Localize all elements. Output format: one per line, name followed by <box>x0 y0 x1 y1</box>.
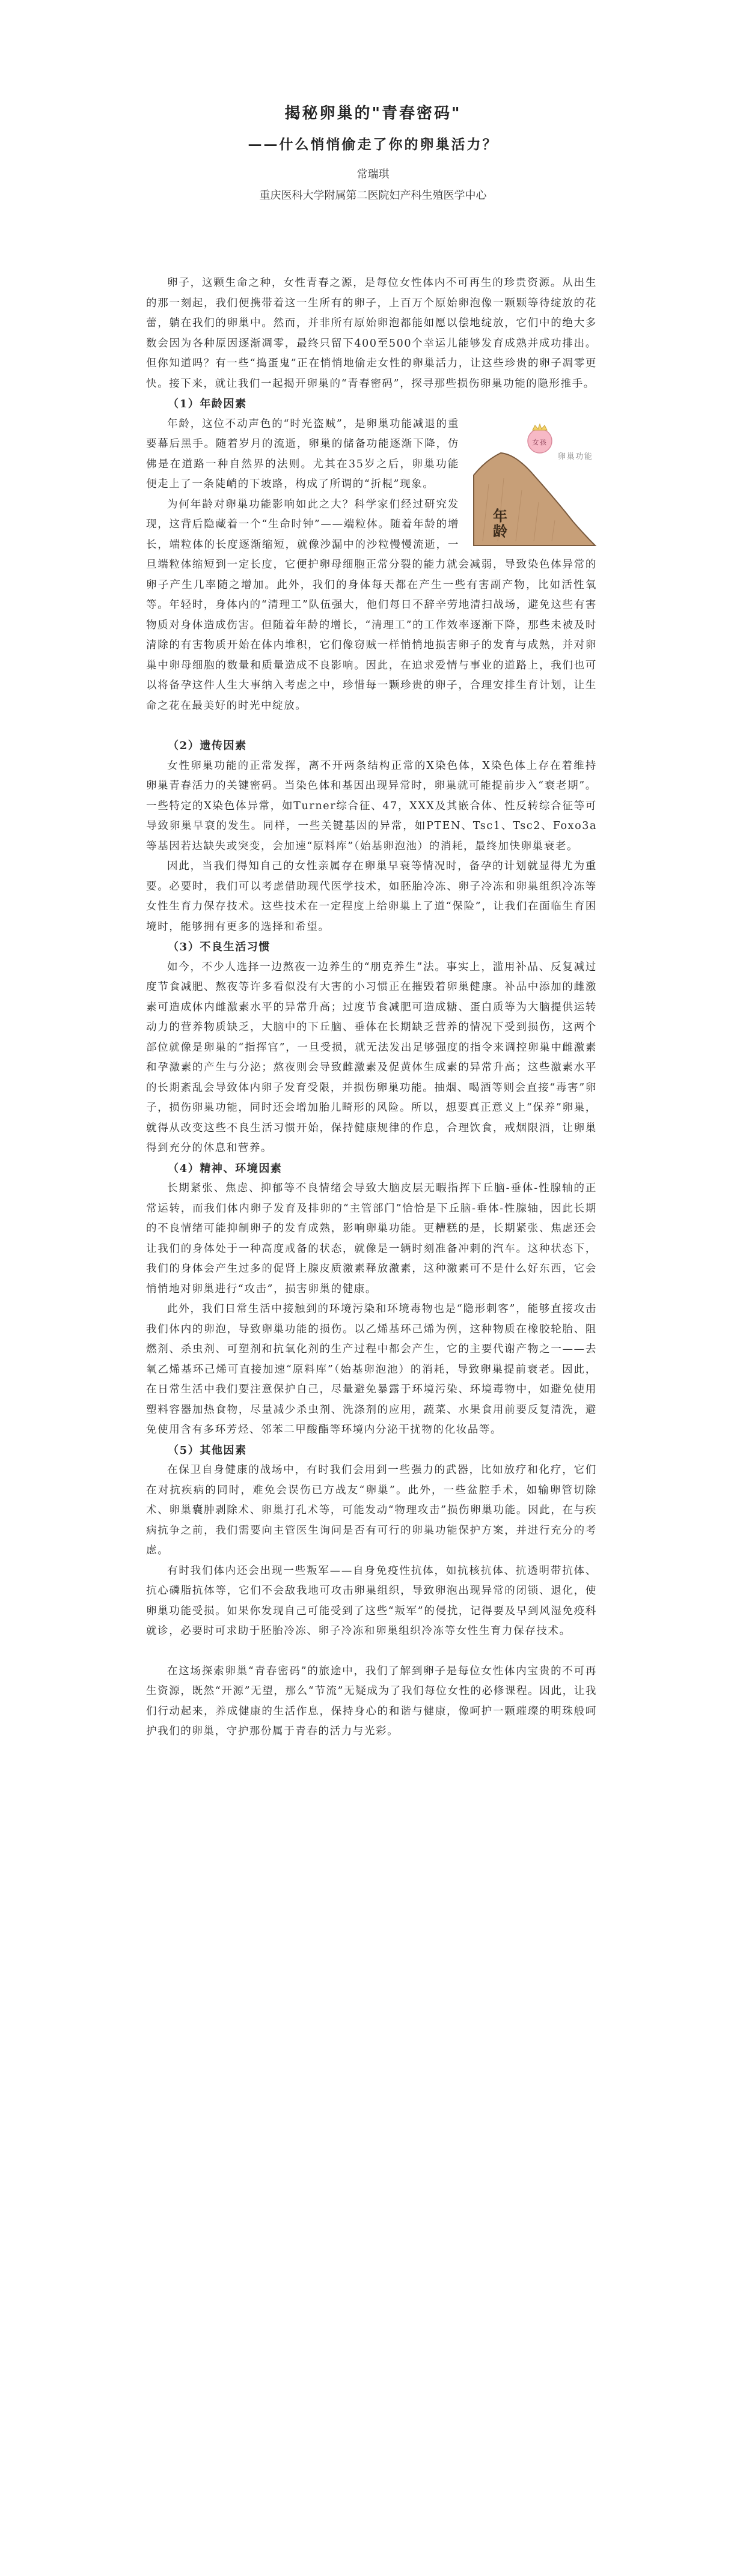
intro-paragraph: 卵子，这颗生命之种，女性青春之源，是每位女性体内不可再生的珍贵资源。从出生的那一刻起，我们便携带着这一生所有的卵子，上百万个原始卵泡像一颗颗等待绽放的花蕾，躺在我们的卵巢中。然而，并非所有原始卵泡都能如愿以偿地绽放，它们中的绝大多数会因为各种原因逐渐凋零，最终只留下400至500个幸运儿能够发育成熟并成功排出。但你知道吗？有一些“捣蛋鬼”正在悄悄地偷走女性的卵巢活力，让这些珍贵的卵子凋零更快。接下来，就让我们一起揭开卵巢的“青春密码”，探寻那些损伤卵巢功能的隐形推手。 <box>146 277 597 390</box>
section-heading-other: （5）其他因素 <box>168 1444 247 1457</box>
figure-caption: 卵巢功能 <box>558 452 593 461</box>
mental-paragraph-2: 此外，我们日常生活中接触到的环境污染和环境毒物也是“隐形刺客”，能够直接攻击我们体内的卵泡，导致卵巢功能的损伤。以乙烯基环己烯为例，这种物质在橡胶轮胎、阻燃剂、杀虫剂、可塑剂和抗氧化剂的生产过程中都会产生，它的主要代谢产物之一——去氧乙烯基环己烯可直接加速“原料库”（始基卵泡池）的消耗，导致卵巢提前衰老。因此，在日常生活中我们要注意保护自己，尽量避免暴露于环境污染、环境毒物中，如避免使用塑料容器加热食物，尽量减少杀虫剂、洗涤剂的应用，蔬菜、水果食用前要反复清洗，避免使用含有多环芳烃、邻苯二甲酸酯等环境内分泌干扰物的化妆品等。 <box>146 1303 597 1436</box>
slope-age-label: 年龄 <box>490 508 508 539</box>
author-name: 常瑞琪 <box>356 168 390 181</box>
girl-badge-label: 女孩 <box>532 438 548 446</box>
genetic-paragraph-2: 因此，当我们得知自己的女性亲属存在卵巢早衰等情况时，备孕的计划就显得尤为重要。必要时，我们可以考虑借助现代医学技术，如胚胎冷冻、卵子冷冻和卵巢组织冷冻等女性生育力保存技术。这些技术在一定程度上给卵巢上了道“保险”，让我们在面临生育困境时，能够拥有更多的选择和希望。 <box>146 860 597 933</box>
author-affiliation: 重庆医科大学附属第二医院妇产科生殖医学中心 <box>259 189 487 202</box>
other-paragraph-1: 在保卫自身健康的战场中，有时我们会用到一些强力的武器，比如放疗和化疗，它们在对抗疾病的同时，难免会误伤已方战友“卵巢”。此外，一些盆腔手术，如输卵管切除术、卵巢囊肿剥除术、卵巢打孔术等，可能发动“物理攻击”损伤卵巢功能。因此，在与疾病抗争之前，我们需要向主管医生询问是否有可行的卵巢功能保护方案，并进行充分的考虑。 <box>146 1464 597 1557</box>
other-paragraph-2: 有时我们体内还会出现一些叛军——自身免疫性抗体，如抗核抗体、抗透明带抗体、抗心磷脂抗体等，它们不会敌我地可攻击卵巢组织，导致卵泡出现异常的闭锁、退化，使卵巢功能受损。如果你发现自己可能受到了这些“叛军”的侵扰，记得要及早到风湿免疫科就诊，必要时可求助于胚胎冷冻、卵子冷冻和卵巢组织冷冻等女性生育力保存技术。 <box>146 1564 597 1637</box>
mental-paragraph-1: 长期紧张、焦虑、抑郁等不良情绪会导致大脑皮层无暇指挥下丘脑-垂体-性腺轴的正常运转，而我们体内卵子发育及排卵的“主管部门”恰恰是下丘脑-垂体-性腺轴，因此长期的不良情绪可能抑制卵子的发育成熟，影响卵巢功能。更糟糕的是，长期紧张、焦虑还会让我们的身体处于一种高度戒备的状态，就像是一辆时刻准备冲刺的汽车。这种状态下，我们的身体会产生过多的促肾上腺皮质激素释放激素，这种激素可不是什么好东西，它会悄悄地对卵巢进行“攻击”，损害卵巢的健康。 <box>146 1182 597 1295</box>
conclusion-paragraph: 在这场探索卵巢“青春密码”的旅途中，我们了解到卵子是每位女性体内宝贵的不可再生资源，既然“开源”无望，那么“节流”无疑成为了我们每位女性的必修课程。因此，让我们行动起来，养成健康的生活作息，保持身心的和谐与健康，像呵护一颗璀璨的明珠般呵护我们的卵巢，守护那份属于青春的活力与光彩。 <box>146 1665 597 1737</box>
age-paragraph-2: 为何年龄对卵巢功能影响如此之大？科学家们经过研究发现，这背后隐藏着一个“生命时钟”——端粒体。随着年龄的增长，端粒体的长度逐渐缩短，就像沙漏中的沙粒慢慢流逝，一旦端粒体缩短到一定长度，它便护卵母细胞正常分裂的能力就会减弱，导致染色体异常的卵子产生几率随之增加。此外，我们的身体每天都在产生一些有害副产物，比如活性氧等。年轻时，身体内的“清理工”队伍强大，他们每日不辞辛劳地清扫战场，避免这些有害物质对身体造成伤害。但随着年龄的增长，“清理工”的工作效率逐渐下降，那些未被及时清除的有害物质开始在体内堆积，它们像窃贼一样悄悄地损害卵子的发育与成熟，并对卵巢中卵母细胞的数量和质量造成不良影响。因此，在追求爱情与事业的道路上，我们也可以将备孕这件人生大事纳入考虑之中，珍惜每一颗珍贵的卵子，合理安排生育计划，让生命之花在最美好的时光中绽放。 <box>146 498 597 712</box>
section-heading-age: （1）年龄因素 <box>168 398 247 410</box>
crown-icon <box>533 424 547 430</box>
article-body <box>146 273 597 1742</box>
section-heading-mental-environment: （4）精神、环境因素 <box>168 1162 283 1175</box>
genetic-paragraph-1: 女性卵巢功能的正常发挥，离不开两条结构正常的X染色体，X染色体上存在着维持卵巢青春活力的关键密码。当染色体和基因出现异常时，卵巢就可能提前步入“衰老期”。一些特定的X染色体异常，如Turner综合征、47，XXX及其嵌合体、性反转综合征等可导致卵巢早衰的发生。同样，一些关键基因的异常，如PTEN、Tsc1、Tsc2、Foxo3a等基因若达缺失或突变，会加速“原料库”（始基卵泡池）的消耗，最终加快卵巢衰老。 <box>146 759 597 852</box>
age-paragraph-1: 年龄，这位不动声色的“时光盗贼”，是卵巢功能减退的重要幕后黑手。随着岁月的流逝，卵巢的储备功能逐渐下降，仿佛是在道路一种自然界的法则。尤其在35岁之后，卵巢功能便走上了一条陡峭的下坡路，构成了所谓的“折棍”现象。 <box>146 418 459 490</box>
ovarian-function-age-illustration <box>468 418 597 547</box>
section-heading-genetic: （2）遗传因素 <box>168 740 247 752</box>
article-subtitle: ——什么悄悄偷走了你的卵巢活力？ <box>248 136 498 153</box>
lifestyle-paragraph-1: 如今，不少人选择一边熬夜一边养生的“朋克养生”法。事实上，滥用补品、反复减过度节食减肥、熬夜等许多看似没有大害的小习惯正在摧毁着卵巢健康。补品中添加的雌激素可造成体内雌激素水平的异常升高；过度节食减肥可造成糖、蛋白质等为大脑提供运转动力的营养物质缺乏，大脑中的下丘脑、垂体在长期缺乏营养的情况下受到损伤，这两个部位就像是卵巢的“指挥官”，一旦受损，就无法发出足够强度的指令来调控卵巢中雌激素和孕激素的产生与分泌；熬夜则会导致雌激素及促黄体生成素的异常升高；这些激素水平的长期紊乱会导致体内卵子发育受限，并损伤卵巢功能。抽烟、喝酒等则会直接“毒害”卵子，损伤卵巢功能，同时还会增加胎儿畸形的风险。所以，想要真正意义上“保养”卵巢，就得从改变这些不良生活习惯开始，保持健康规律的作息，合理饮食，戒烟限酒，让卵巢得到充分的休息和营养。 <box>146 961 597 1154</box>
article-title: 揭秘卵巢的"青春密码" <box>284 105 462 123</box>
section-heading-lifestyle: （3）不良生活习惯 <box>168 941 271 953</box>
